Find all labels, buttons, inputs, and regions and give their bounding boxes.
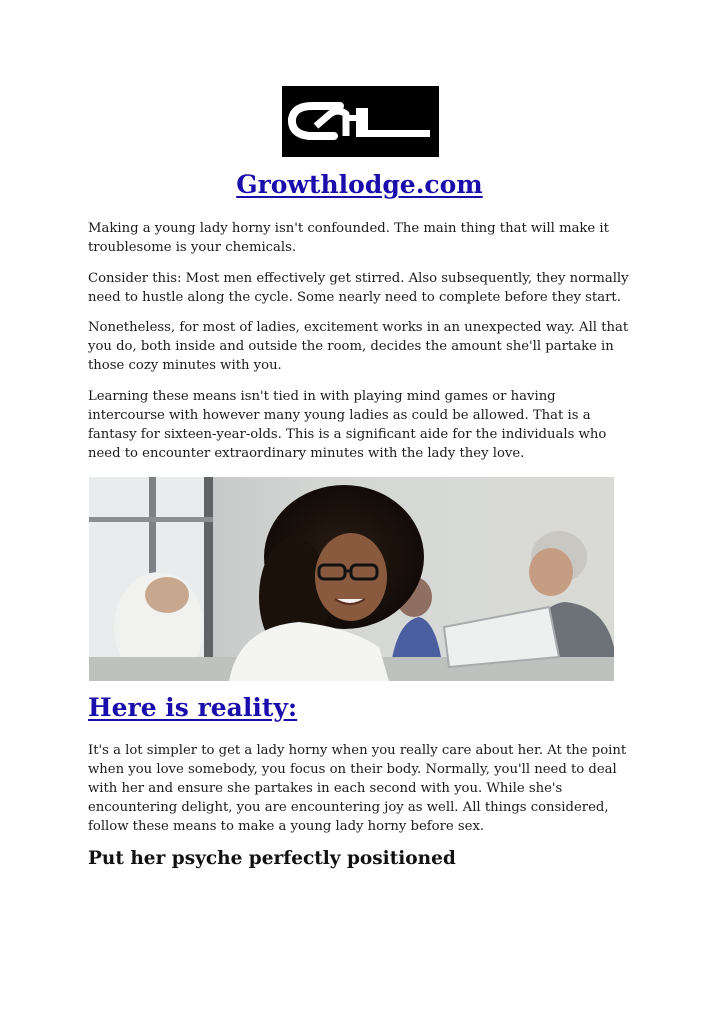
section-heading[interactable]: Here is reality: (88, 693, 298, 722)
paragraph-3: Nonetheless, for most of ladies, excitement works in an unexpected way. All that you do, both inside and outside the room, decides the amount she'll partake in those cozy minutes with you. (88, 320, 629, 373)
photo-illustration (89, 477, 614, 681)
section-subheading: Put her psyche perfectly positioned (88, 848, 456, 869)
gl-logo-icon (282, 86, 439, 157)
paragraph-1: Making a young lady horny isn't confounded. The main thing that will make it troublesome is your chemicals. (88, 221, 609, 255)
paragraph-4: Learning these means isn't tied in with playing mind games or having intercourse with however many young ladies as could be allowed. That is a fantasy for sixteen-year-olds. This is a significant aide for the individuals who need to encounter extraordinary minutes with the lady they love. (88, 389, 607, 461)
section-body: It's a lot simpler to get a lady horny when you really care about her. At the point when you love somebody, you focus on their body. Normally, you'll need to deal with her and ensure she partakes in each second with you. While she's encountering delight, you are encountering joy as well. All things considered, follow these means to make a young lady horny before sex. (88, 743, 627, 834)
paragraph-2: Consider this: Most men effectively get stirred. Also subsequently, they normally need to hustle along the cycle. Some nearly need to complete before they start. (88, 271, 629, 305)
site-link[interactable]: Growthlodge.com (236, 170, 483, 199)
office-meeting-photo (89, 477, 614, 681)
site-logo (282, 86, 439, 157)
